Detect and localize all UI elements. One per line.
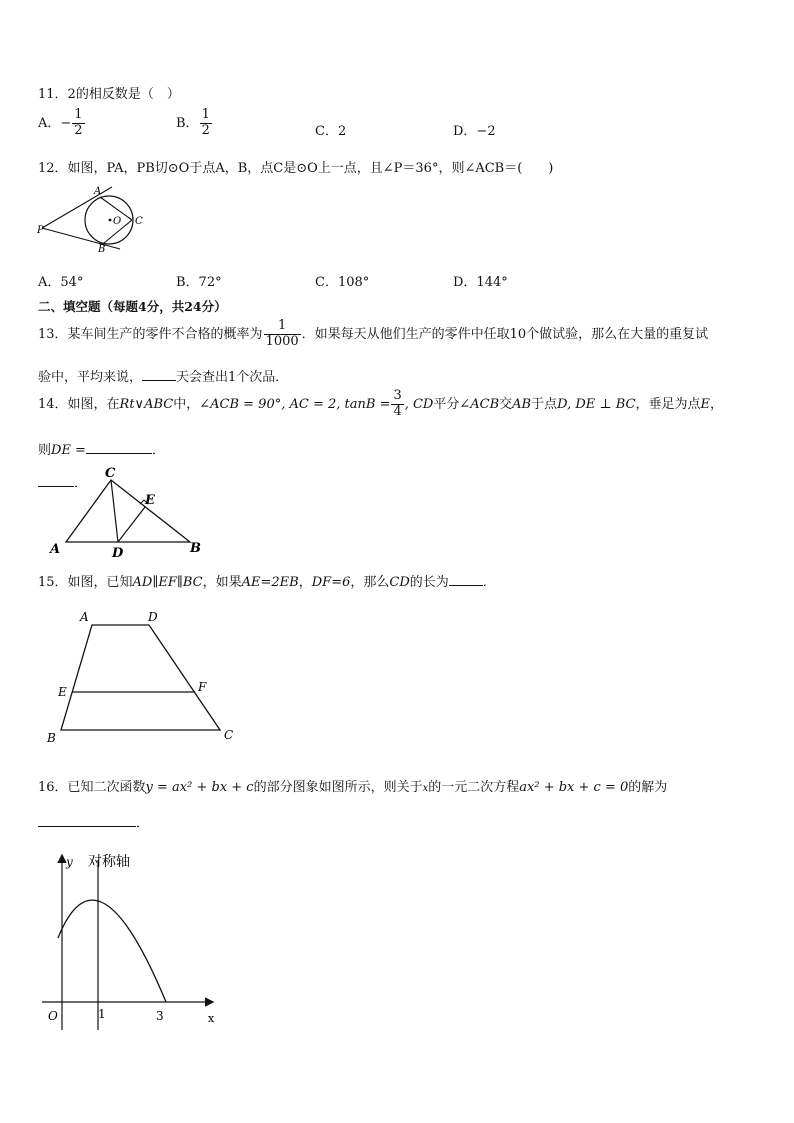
q12-figure-tangent-circle [34,184,154,256]
perpendicular-de [118,507,145,542]
label-d: D [112,546,124,560]
label-a: A [94,186,102,197]
label-y: y [66,855,73,869]
q11-option-c: C．2 [315,124,347,139]
q11-option-d: D．−2 [453,124,496,139]
label-b: B [98,244,106,255]
q16-stem: 16．已知二次函数y = ax² + bx + c的部分图象如图所示，则关于x的一元二次方程ax² + bx + c = 0的解为 [38,780,668,795]
center-dot [109,219,112,222]
q12-option-d: D．144° [453,275,508,290]
bisector-cd [111,480,118,542]
triangle-abc [66,480,190,542]
q14-line2: 则DE = ． [38,443,165,458]
section-title: 二、填空题（每题4分，共24分） [38,299,227,314]
label-c: C [105,466,116,481]
label-e: E [145,493,155,508]
label-o: O [113,216,122,227]
tick-1: 1 [98,1007,106,1021]
parabola-curve [58,900,166,1002]
label-f: F [198,680,207,694]
label-p: P [37,225,44,236]
q13-line1: 13．某车间生产的零件不合格的概率为 $\frac{1}{1000}$ ．如果每天从他们生产的零件中任取10个做试验，那么在大量的重复试 [38,318,709,349]
q15-figure-trapezoid [44,605,244,747]
tick-3: 3 [156,1009,164,1023]
q13-line2: 验中，平均来说， 天会查出1个次品． [38,370,289,385]
label-a: A [50,542,61,557]
q14-line1: 14．如图，在Rt∨ABC中，∠ACB = 90°, AC = 2, tanB = $\frac{3}{4}$ , CD平分∠ACB交AB于点D, DE ⊥ BC，垂足为点E， [38,388,724,419]
q11-option-a: A．− $\frac{1}{2}$ [38,107,83,138]
label-b: B [190,541,201,556]
q15-stem: 15．如图，已知AD∥EF∥BC，如果AE=2EB，DF=6，那么CD的长为 ． [38,575,496,590]
tangent-pb [42,228,120,249]
label-a: A [80,610,89,624]
trapezoid-abcd [61,625,220,730]
label-origin: O [48,1009,58,1023]
q16-figure-parabola [36,848,236,1038]
q12-option-a: A．54° [38,275,84,290]
label-c: C [224,728,234,742]
answer-blank [449,585,483,586]
answer-blank [142,380,176,381]
label-x: x [208,1012,215,1025]
label-d: D [148,610,158,624]
q12-stem: 12．如图，PA，PB切⊙O于点A，B，点C是⊙O上一点，且∠P＝36°，则∠ACB＝( ) [38,161,554,176]
label-symmetry-axis: 对称轴 [88,854,130,870]
q16-answer-line: ． [38,812,149,831]
q11-stem: 11．2的相反数是（ ） [38,87,180,102]
label-e: E [58,685,67,699]
q11-option-b: B． $\frac{1}{2}$ [176,107,210,138]
answer-blank [86,453,152,454]
q12-option-c: C．108° [315,275,370,290]
tangent-pa [42,187,112,228]
q14-extra-line: ． [38,472,87,491]
label-b: B [47,731,56,745]
q14-figure-triangle [44,462,214,560]
q12-option-b: B．72° [176,275,222,290]
label-c: C [135,216,143,227]
answer-blank [38,826,136,827]
